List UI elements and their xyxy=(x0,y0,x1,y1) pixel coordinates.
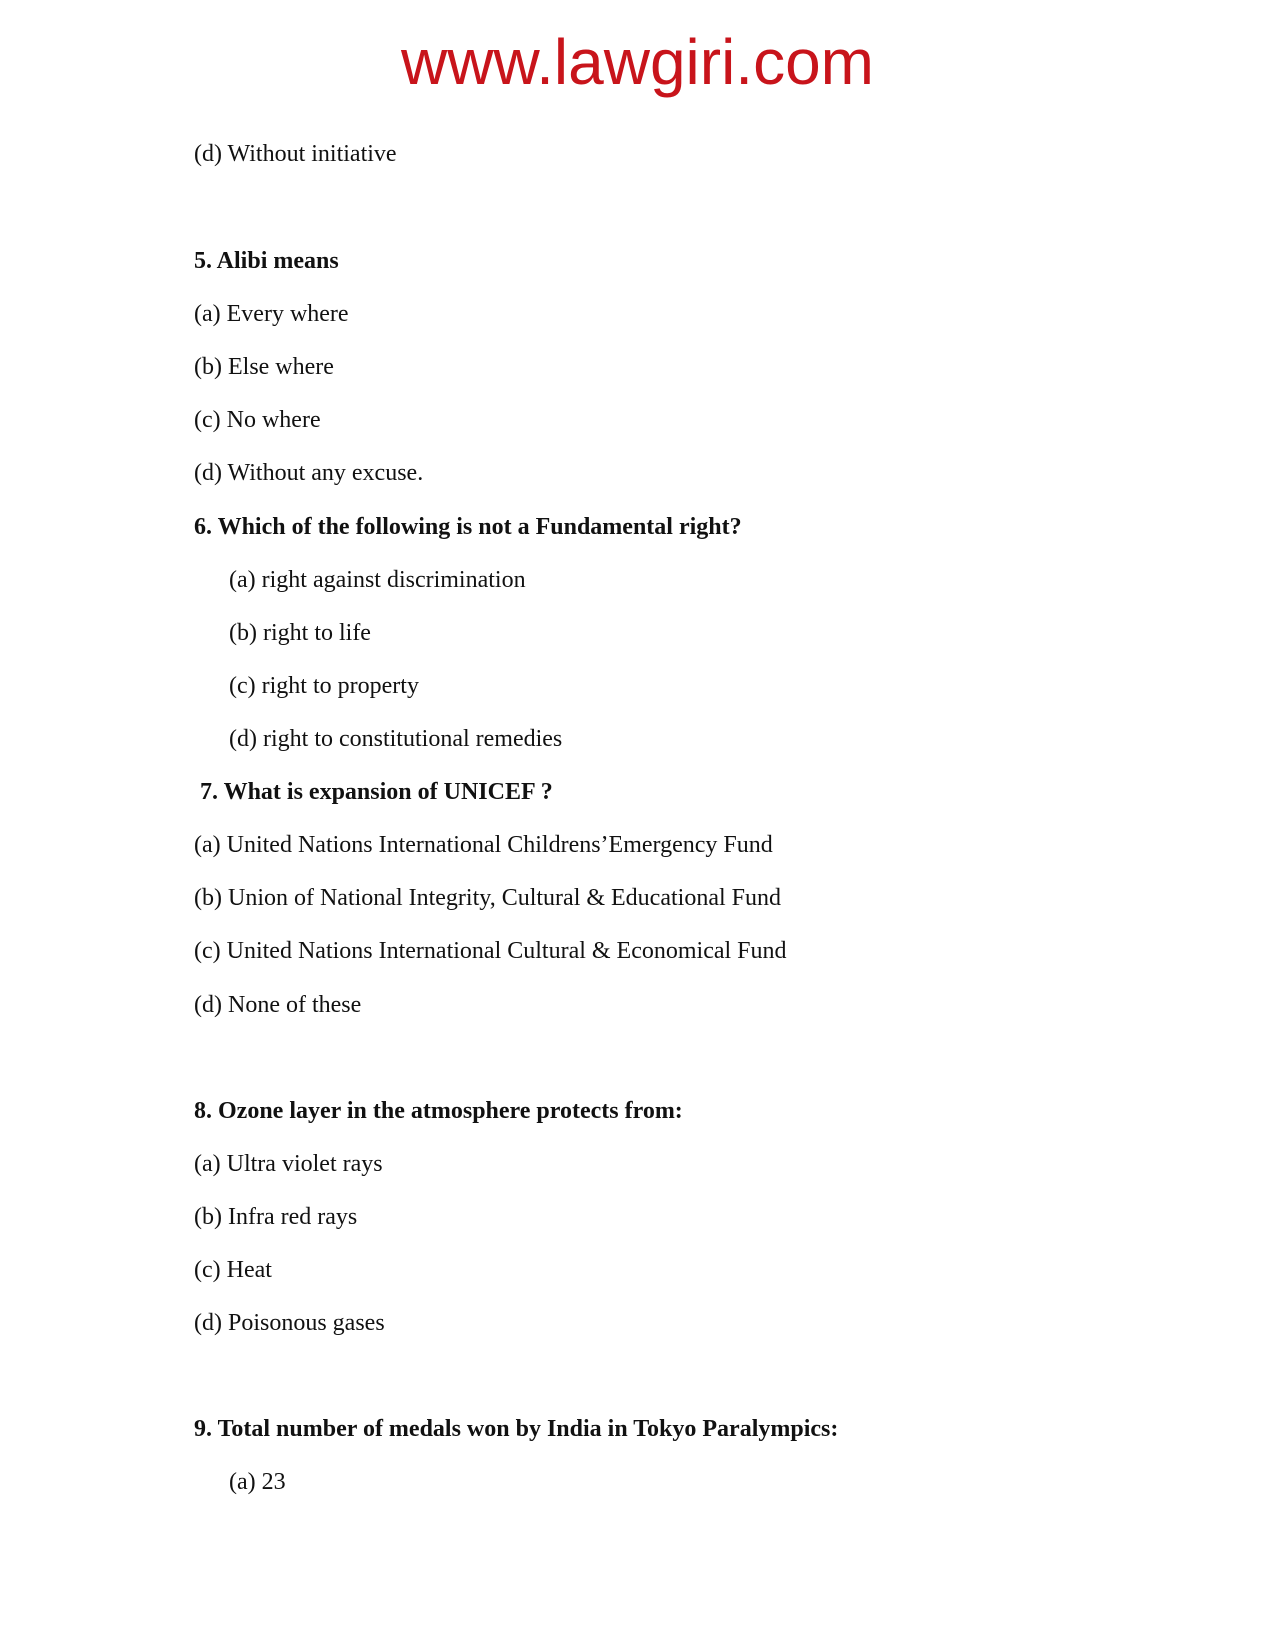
option-text: (c) No where xyxy=(194,407,321,433)
option-text: (d) Without initiative xyxy=(194,141,397,167)
option-text: (b) Else where xyxy=(194,354,334,380)
site-watermark: www.lawgiri.com xyxy=(401,26,874,98)
option-text: (c) Heat xyxy=(194,1257,272,1283)
option-text: (a) Ultra violet rays xyxy=(194,1151,383,1177)
question-8: 8. Ozone layer in the atmosphere protects from: xyxy=(194,1098,683,1124)
option-text: (a) right against discrimination xyxy=(229,567,526,593)
option-text: (b) right to life xyxy=(229,620,371,646)
question-6: 6. Which of the following is not a Fundamental right? xyxy=(194,514,742,540)
option-text: (d) Poisonous gases xyxy=(194,1310,385,1336)
option-text: (d) None of these xyxy=(194,992,362,1018)
option-text: (a) 23 xyxy=(229,1469,286,1495)
question-7: 7. What is expansion of UNICEF ? xyxy=(200,779,553,805)
question-5: 5. Alibi means xyxy=(194,248,339,274)
option-text: (d) right to constitutional remedies xyxy=(229,726,563,752)
option-text: (c) right to property xyxy=(229,673,419,699)
option-text: (b) Infra red rays xyxy=(194,1204,358,1230)
question-9: 9. Total number of medals won by India in Tokyo Paralympics: xyxy=(194,1416,839,1442)
option-text: (a) United Nations International Childrens’Emergency Fund xyxy=(194,832,773,858)
option-text: (b) Union of National Integrity, Cultural & Educational Fund xyxy=(194,885,781,911)
option-text: (c) United Nations International Cultural & Economical Fund xyxy=(194,938,787,964)
option-text: (d) Without any excuse. xyxy=(194,460,424,486)
option-text: (a) Every where xyxy=(194,301,349,327)
